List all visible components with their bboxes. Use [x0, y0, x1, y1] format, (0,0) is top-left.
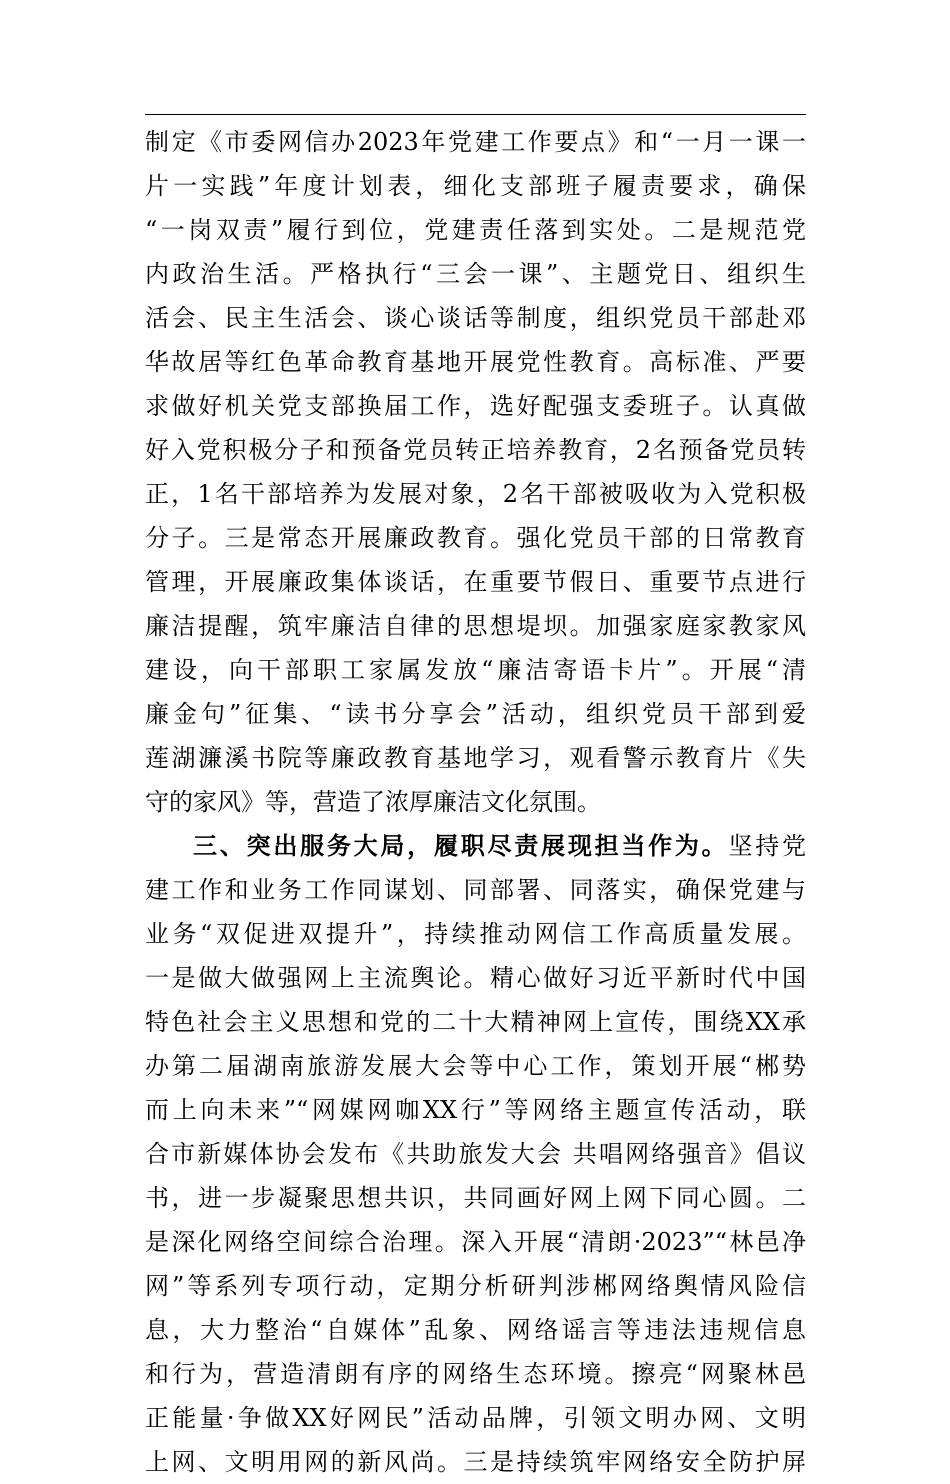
- text-line: 分子。三是常态开展廉政教育。强化党员干部的日常教育: [145, 524, 806, 552]
- header-rule: [145, 114, 806, 115]
- text-line: 上网、文明用网的新风尚。三是持续筑牢网络安全防护屏: [145, 1448, 806, 1476]
- text-line: 是深化网络空间综合治理。深入开展“清朗·2023”“林邑净: [145, 1228, 806, 1256]
- paragraph-1: [145, 120, 806, 824]
- text-line: 正能量·争做XX好网民”活动品牌，引领文明办网、文明: [145, 1404, 806, 1432]
- text-line: 活会、民主生活会、谈心谈话等制度，组织党员干部赴邓: [145, 304, 806, 332]
- text-line: 一是做大做强网上主流舆论。精心做好习近平新时代中国: [145, 964, 806, 992]
- text-line: 建设，向干部职工家属发放“廉洁寄语卡片”。开展“清: [145, 656, 806, 684]
- text-line: 正，1名干部培养为发展对象，2名干部被吸收为入党积极: [145, 480, 806, 508]
- text-line: 华故居等红色革命教育基地开展党性教育。高标准、严要: [145, 348, 806, 376]
- text-line: 业务“双促进双提升”，持续推动网信工作高质量发展。: [145, 920, 806, 948]
- text-line: 和行为，营造清朗有序的网络生态环境。擦亮“网聚林邑: [145, 1360, 806, 1388]
- text-line: 息，大力整治“自媒体”乱象、网络谣言等违法违规信息: [145, 1316, 806, 1344]
- paragraph-2: [145, 824, 806, 1484]
- text-line: “一岗双责”履行到位，党建责任落到实处。二是规范党: [145, 216, 806, 244]
- document-body: [145, 120, 806, 1484]
- text-line: 网”等系列专项行动，定期分析研判涉郴网络舆情风险信: [145, 1272, 806, 1300]
- text-line: [145, 824, 806, 868]
- text-line: 制定《市委网信办2023年党建工作要点》和“一月一课一: [145, 128, 806, 156]
- heading-continuation: 坚持党: [728, 832, 806, 860]
- text-line: 求做好机关党支部换届工作，选好配强支委班子。认真做: [145, 392, 806, 420]
- text-line: 好入党积极分子和预备党员转正培养教育，2名预备党员转: [145, 436, 806, 464]
- text-line: 廉金句”征集、“读书分享会”活动，组织党员干部到爱: [145, 700, 806, 728]
- text-line: 片一实践”年度计划表，细化支部班子履责要求，确保: [145, 172, 806, 200]
- text-line: 而上向未来”“网媒网咖XX行”等网络主题宣传活动，联: [145, 1096, 806, 1124]
- text-line: 办第二届湖南旅游发展大会等中心工作，策划开展“郴势: [145, 1052, 806, 1080]
- text-line: 廉洁提醒，筑牢廉洁自律的思想堤坝。加强家庭家教家风: [145, 612, 806, 640]
- section-heading: 三、突出服务大局，履职尽责展现担当作为。: [193, 832, 729, 860]
- text-line: 合市新媒体协会发布《共助旅发大会 共唱网络强音》倡议: [145, 1140, 806, 1168]
- text-line: 建工作和业务工作同谋划、同部署、同落实，确保党建与: [145, 876, 806, 904]
- text-line: 莲湖濂溪书院等廉政教育基地学习，观看警示教育片《失: [145, 744, 806, 772]
- text-line: 守的家风》等，营造了浓厚廉洁文化氛围。: [145, 788, 601, 816]
- text-line: 管理，开展廉政集体谈话，在重要节假日、重要节点进行: [145, 568, 806, 596]
- text-line: 特色社会主义思想和党的二十大精神网上宣传，围绕XX承: [145, 1008, 806, 1036]
- text-line: 书，进一步凝聚思想共识，共同画好网上网下同心圆。二: [145, 1184, 806, 1212]
- text-line: 内政治生活。严格执行“三会一课”、主题党日、组织生: [145, 260, 806, 288]
